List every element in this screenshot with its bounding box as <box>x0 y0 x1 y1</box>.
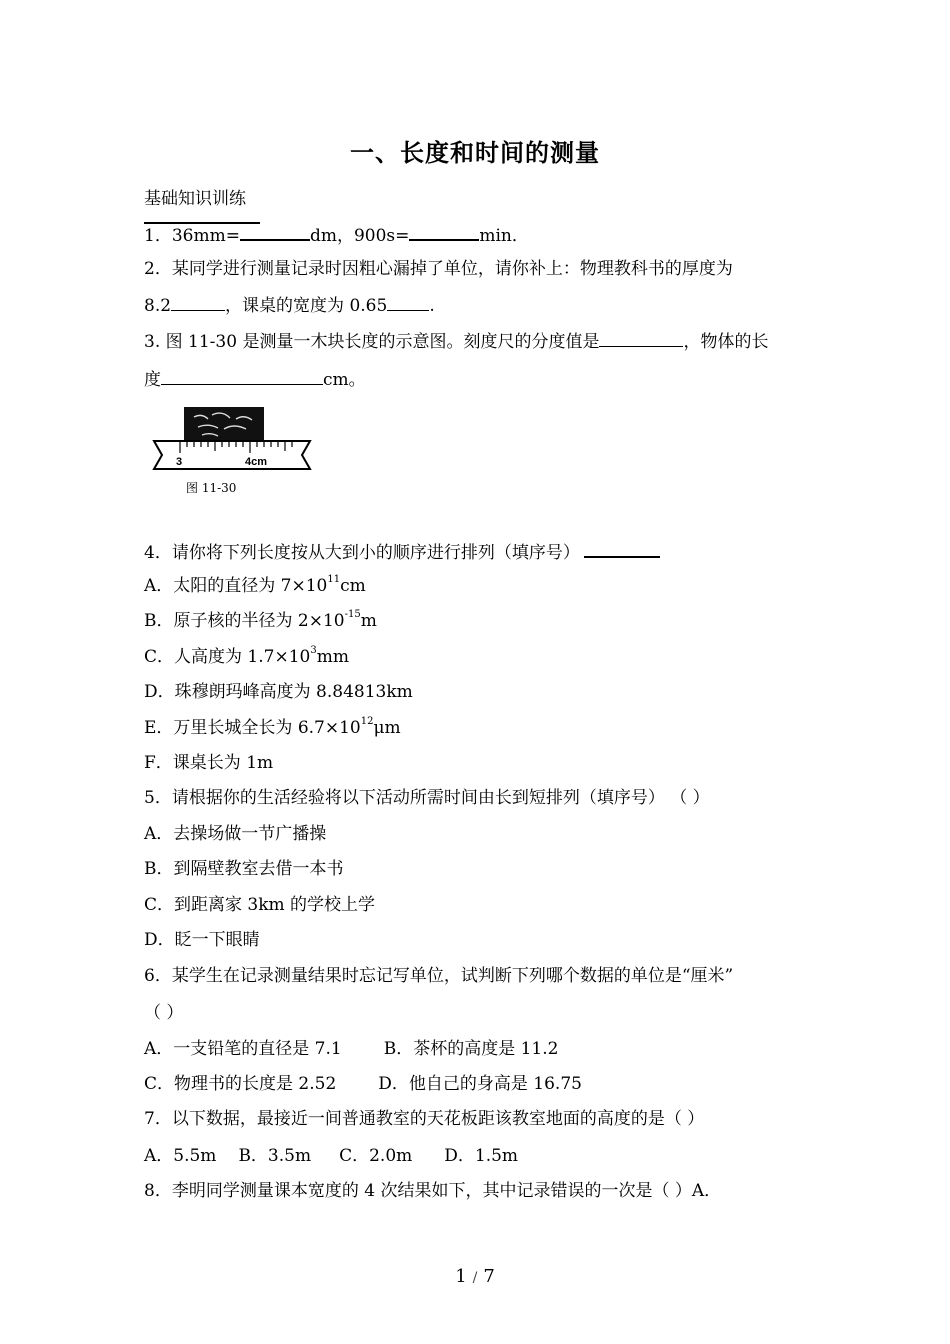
answer-blank[interactable] <box>409 223 479 241</box>
unit: mm <box>316 647 349 667</box>
q4-option-a <box>144 575 366 597</box>
q1-text-c: min． <box>479 226 529 246</box>
question-7-stem: 7．以下数据，最接近一间普通教室的天花板距该教室地面的高度的是（ ） <box>144 1109 705 1129</box>
figure-caption: 图 11-30 <box>186 481 237 495</box>
question-3-line-1 <box>144 330 768 353</box>
question-2-line-2 <box>144 294 435 317</box>
page-separator: / <box>472 1270 478 1286</box>
ruler-figure <box>150 405 315 475</box>
q3-text-b: ，物体的长 <box>683 332 769 352</box>
q1-text-b: dm，900s= <box>309 226 410 246</box>
q2-text-b: ，课桌的宽度为 0.65 <box>225 296 388 316</box>
q3-text-d: cm。 <box>323 370 366 390</box>
q6-option-c: C．物理书的长度是 2.52 <box>144 1074 337 1094</box>
q7-option-c: C．2.0m <box>339 1146 413 1166</box>
question-6-stem: 6．某学生在记录测量结果时忘记写单位，试判断下列哪个数据的单位是“厘米” <box>144 966 734 986</box>
page-number <box>0 1266 950 1287</box>
q7-option-b: B．3.5m <box>238 1146 312 1166</box>
ruler-label-3: 3 <box>176 456 183 468</box>
q2-text-a: 8.2 <box>144 296 172 316</box>
q6-option-a: A．一支铅笔的直径是 7.1 <box>144 1039 342 1059</box>
q4-option-b <box>144 610 377 632</box>
q4-option-d: D．珠穆朗玛峰高度为 8.84813km <box>144 682 413 702</box>
q5-option-b: B．到隔壁教室去借一本书 <box>144 859 344 879</box>
answer-blank[interactable] <box>161 368 323 385</box>
option-text: A．太阳的直径为 7×10 <box>144 576 328 596</box>
q4-option-e <box>144 717 401 739</box>
answer-blank[interactable] <box>387 294 429 311</box>
q4-stem-text: 4．请你将下列长度按从大到小的顺序进行排列（填序号） <box>144 543 580 563</box>
exponent: 3 <box>310 645 317 657</box>
question-2-line-1: 2．某同学进行测量记录时因粗心漏掉了单位，请你补上：物理教科书的厚度为 <box>144 259 733 279</box>
q4-option-f: F．课桌长为 1m <box>144 753 274 773</box>
answer-blank[interactable] <box>599 330 683 347</box>
answer-blank[interactable] <box>584 540 660 558</box>
option-text: C．人高度为 1.7×10 <box>144 647 311 667</box>
q6-options-row-2 <box>144 1073 582 1095</box>
total-pages: 7 <box>483 1266 495 1287</box>
question-5-stem: 5．请根据你的生活经验将以下活动所需时间由长到短排列（填序号） （ ） <box>144 788 710 808</box>
q3-text-c: 度 <box>144 370 161 390</box>
q2-text-c: . <box>429 296 435 316</box>
q7-option-a: A．5.5m <box>144 1146 217 1166</box>
current-page: 1 <box>455 1266 467 1287</box>
q1-text-a: 1．36mm= <box>144 226 240 246</box>
exponent: -15 <box>344 609 361 621</box>
q5-option-d: D．眨一下眼睛 <box>144 930 260 950</box>
ruler-label-4cm: 4cm <box>245 456 268 468</box>
page-title: 一、长度和时间的测量 <box>350 138 600 167</box>
q6-option-d: D．他自己的身高是 16.75 <box>378 1074 582 1094</box>
option-text: B．原子核的半径为 2×10 <box>144 611 345 631</box>
wood-block <box>184 407 264 441</box>
q4-option-c <box>144 646 349 668</box>
q5-option-a: A．去操场做一节广播操 <box>144 824 327 844</box>
answer-blank[interactable] <box>240 223 310 241</box>
question-4-stem <box>144 540 660 564</box>
exponent: 12 <box>360 716 374 728</box>
exponent: 11 <box>327 574 341 586</box>
q7-options <box>144 1145 518 1167</box>
q6-option-b: B．茶杯的高度是 11.2 <box>383 1039 559 1059</box>
option-text: E．万里长城全长为 6.7×10 <box>144 718 361 738</box>
question-3-line-2 <box>144 368 366 391</box>
q3-text-a: 3. 图 11-30 是测量一木块长度的示意图。刻度尺的分度值是 <box>144 332 600 352</box>
q5-option-c: C．到距离家 3km 的学校上学 <box>144 895 376 915</box>
unit: m <box>360 611 377 631</box>
q7-option-d: D．1.5m <box>444 1146 519 1166</box>
unit: cm <box>340 576 366 596</box>
answer-blank[interactable] <box>171 294 225 311</box>
section-heading: 基础知识训练 <box>144 189 246 209</box>
unit: μm <box>373 718 401 738</box>
q6-options-row-1 <box>144 1038 558 1060</box>
question-1 <box>144 223 529 247</box>
question-8-stem: 8．李明同学测量课本宽度的 4 次结果如下，其中记录错误的一次是（ ）A． <box>144 1181 722 1201</box>
question-6-bracket: （ ） <box>144 1003 184 1023</box>
